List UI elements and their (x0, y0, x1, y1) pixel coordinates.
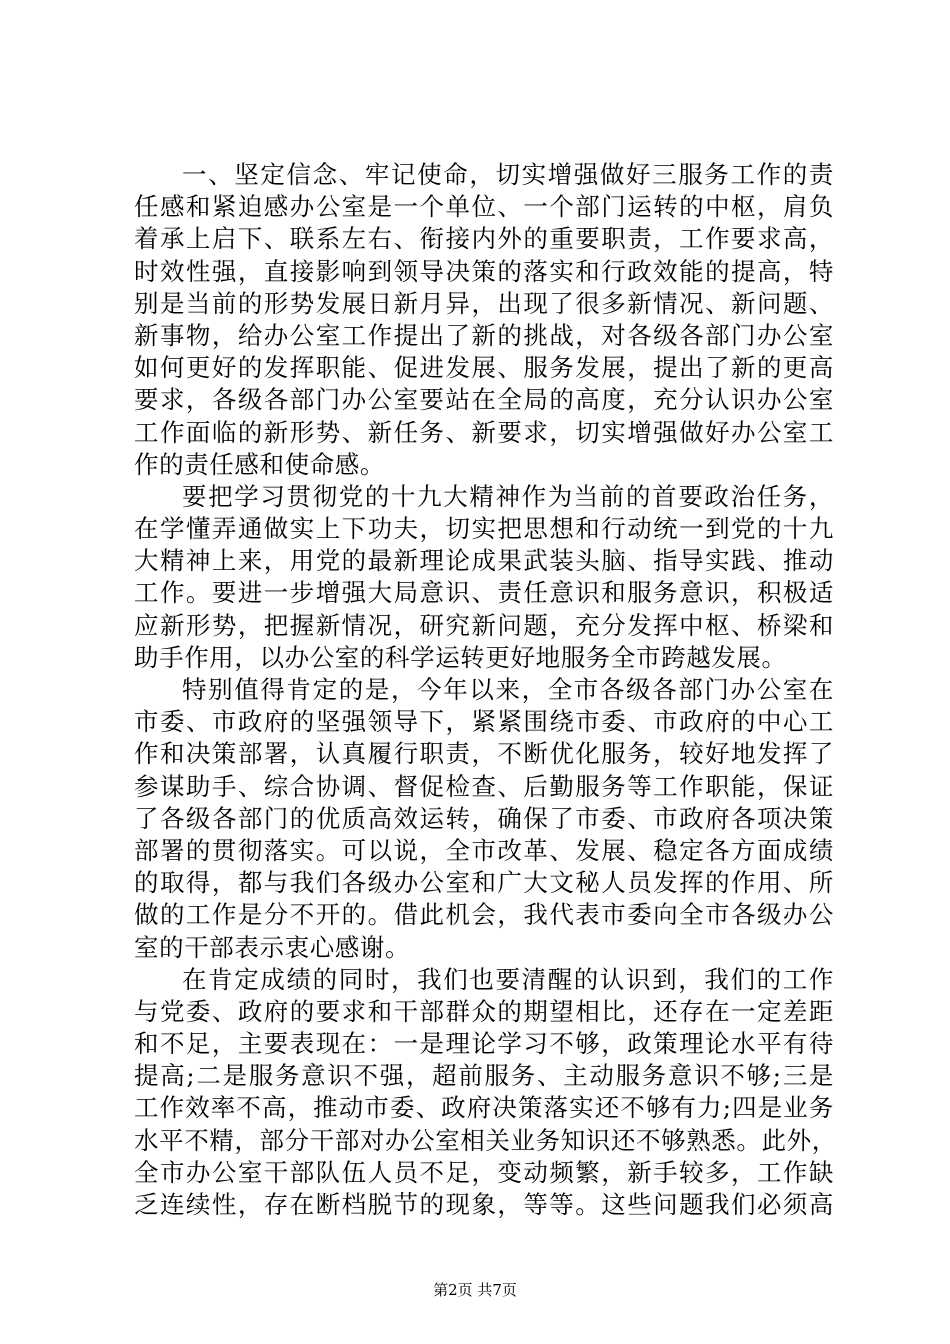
text-line: 工作面临的新形势、新任务、新要求，切实增强做好办公室工 (134, 417, 834, 447)
text-line: 在学懂弄通做实上下功夫，切实把思想和行动统一到党的十九 (134, 514, 834, 544)
text-line: 全市办公室干部队伍人员不足，变动频繁，新手较多，工作缺 (134, 1157, 834, 1187)
text-line: 的取得，都与我们各级办公室和广大文秘人员发挥的作用、所 (134, 868, 834, 898)
text-line: 特别值得肯定的是，今年以来，全市各级各部门办公室在 (182, 675, 834, 704)
text-line: 新事物，给办公室工作提出了新的挑战，对各级各部门办公室 (134, 320, 834, 350)
text-line: 工作。要进一步增强大局意识、责任意识和服务意识，积极适 (134, 578, 834, 608)
text-line: 水平不精，部分干部对办公室相关业务知识还不够熟悉。此外， (134, 1125, 837, 1155)
text-line: 和不足，主要表现在：一是理论学习不够，政策理论水平有待 (134, 1029, 834, 1059)
text-line: 着承上启下、联系左右、衔接内外的重要职责，工作要求高， (134, 224, 834, 254)
text-line: 应新形势，把握新情况，研究新问题，充分发挥中枢、桥梁和 (134, 610, 834, 640)
text-line: 做的工作是分不开的。借此机会，我代表市委向全市各级办公 (134, 900, 834, 930)
text-line: 要求，各级各部门办公室要站在全局的高度，充分认识办公室 (134, 385, 834, 415)
text-line: 如何更好的发挥职能、促进发展、服务发展，提出了新的更高 (134, 353, 834, 383)
text-line: 别是当前的形势发展日新月异，出现了很多新情况、新问题、 (134, 288, 834, 318)
text-line: 作的责任感和使命感。 (134, 449, 385, 479)
text-line: 部署的贯彻落实。可以说，全市改革、发展、稳定各方面成绩 (134, 835, 834, 865)
text-line: 提高;二是服务意识不强，超前服务、主动服务意识不够;三是 (134, 1061, 834, 1091)
text-line: 参谋助手、综合协调、督促检查、后勤服务等工作职能，保证 (134, 771, 834, 801)
text-line: 任感和紧迫感办公室是一个单位、一个部门运转的中枢，肩负 (134, 192, 834, 222)
document-body (134, 159, 837, 1221)
text-line: 作和决策部署，认真履行职责，不断优化服务，较好地发挥了 (134, 739, 834, 769)
text-line: 大精神上来，用党的最新理论成果武装头脑、指导实践、推动 (134, 546, 834, 576)
text-line: 工作效率不高，推动市委、政府决策落实还不够有力;四是业务 (134, 1093, 834, 1123)
text-line: 在肯定成绩的同时，我们也要清醒的认识到，我们的工作 (182, 964, 834, 994)
text-line: 要把学习贯彻党的十九大精神作为当前的首要政治任务， (182, 481, 834, 511)
text-line: 室的干部表示衷心感谢。 (134, 932, 411, 962)
text-line: 乏连续性，存在断档脱节的现象，等等。这些问题我们必须高 (134, 1190, 834, 1219)
page-number-footer: 第2页 共7页 (433, 1281, 517, 1299)
text-line: 了各级各部门的优质高效运转，确保了市委、市政府各项决策 (134, 803, 834, 833)
text-line: 市委、市政府的坚强领导下，紧紧围绕市委、市政府的中心工 (134, 707, 834, 737)
text-line: 一、坚定信念、牢记使命，切实增强做好三服务工作的责 (182, 160, 834, 189)
text-line: 助手作用，以办公室的科学运转更好地服务全市跨越发展。 (134, 642, 787, 672)
text-line: 时效性强，直接影响到领导决策的落实和行政效能的提高，特 (134, 256, 834, 286)
text-line: 与党委、政府的要求和干部群众的期望相比，还存在一定差距 (134, 996, 834, 1026)
